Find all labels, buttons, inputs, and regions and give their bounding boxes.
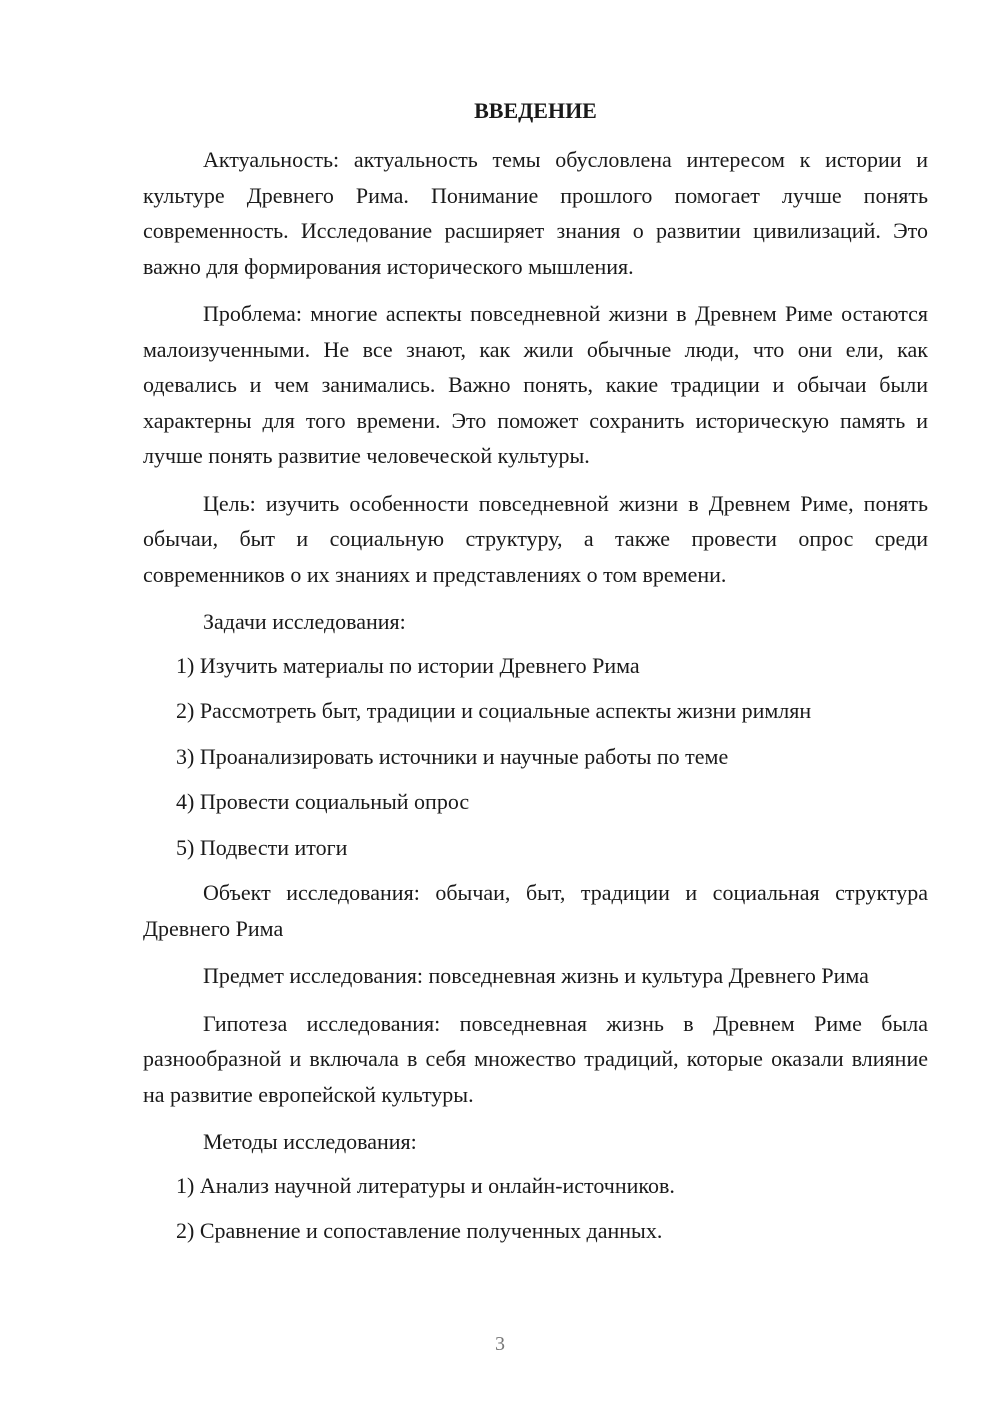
subject-paragraph: Предмет исследования: повседневная жизнь и культура Древнего Рима: [203, 963, 869, 988]
document-page: [143, 96, 928, 1259]
task-item: 1) Изучить материалы по истории Древнего Рима: [176, 652, 640, 678]
method-item: 2) Сравнение и сопоставление полученных данных.: [176, 1218, 663, 1243]
tasks-label: Задачи исследования:: [203, 609, 406, 634]
method-item: 1) Анализ научной литературы и онлайн-источников.: [176, 1172, 675, 1198]
hypothesis-paragraph: Гипотеза исследования: повседневная жизнь в Древнем Риме была разнообразной и включала в себя множество традиций, которые оказали влияние на развитие европейской культуры.: [143, 1010, 928, 1107]
task-item: 4) Провести социальный опрос: [176, 789, 470, 814]
object-paragraph: Объект исследования: обычаи, быт, традиции и социальная структура Древнего Рима: [143, 880, 928, 941]
relevance-paragraph: Актуальность: актуальность темы обусловлена интересом к истории и культуре Древнего Рима. Понимание прошлого помогает лучше понять современность. Исследование расширяет знания о развитии цивилизаций. Это важно для формирования исторического мышления.: [143, 147, 928, 279]
page-number: 3: [495, 1333, 505, 1355]
task-item: 5) Подвести итоги: [176, 834, 348, 860]
problem-paragraph: Проблема: многие аспекты повседневной жизни в Древнем Риме остаются малоизученными. Не все знают, как жили обычные люди, что они ели, как одевались и чем занимались. Важно понять, какие традиции и обычаи были характерны для того времени. Это поможет сохранить историческую память и лучше понять развитие человеческой культуры.: [143, 301, 928, 468]
goal-paragraph: Цель: изучить особенности повседневной жизни в Древнем Риме, понять обычаи, быт и социальную структуру, а также провести опрос среди современников о их знаниях и представлениях о том времени.: [143, 490, 928, 587]
methods-label: Методы исследования:: [203, 1129, 417, 1154]
task-item: 2) Рассмотреть быт, традиции и социальные аспекты жизни римлян: [176, 698, 812, 723]
page-title: ВВЕДЕНИЕ: [474, 98, 597, 123]
task-item: 3) Проанализировать источники и научные работы по теме: [176, 743, 729, 769]
